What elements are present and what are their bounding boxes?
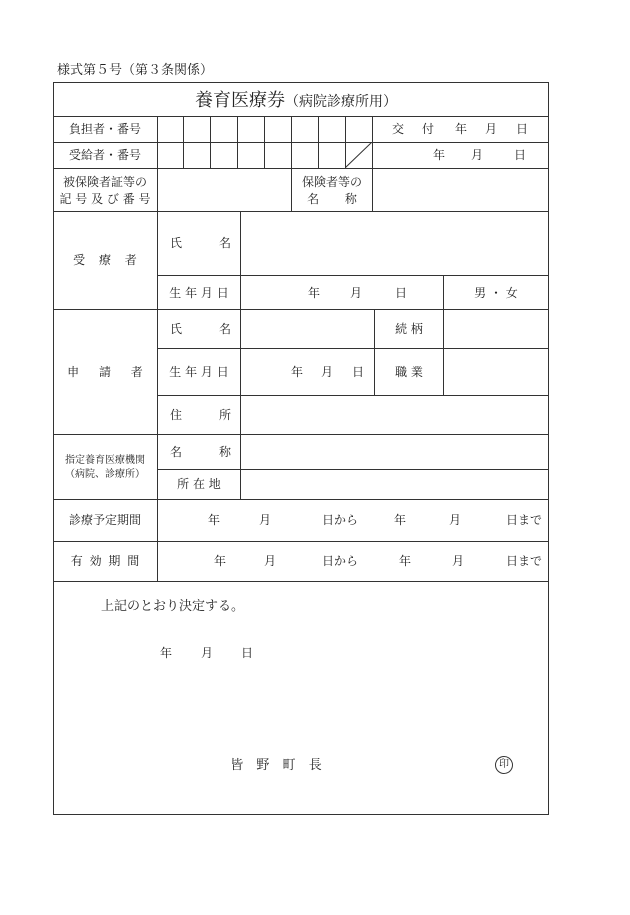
- valid-month-to: 月: [451, 554, 465, 568]
- insurance-label-line1: 被保険者証等の: [62, 175, 148, 189]
- patient-section-label: 受 療 者: [73, 253, 137, 267]
- applicant-relation-label: 続 柄: [395, 322, 423, 336]
- planned-day-from: 日から: [321, 513, 359, 527]
- title-main: 養育医療券: [195, 90, 285, 111]
- insurance-label-line2: 記 号 及 び 番 号: [59, 192, 151, 206]
- rule-patient-bottom: [53, 309, 549, 310]
- rule-institution-bottom: [53, 499, 549, 500]
- institution-name-label-b: 称: [219, 445, 232, 459]
- planned-month-to: 月: [448, 513, 462, 527]
- rule-recipient-bottom: [53, 168, 549, 169]
- applicant-job-label: 職 業: [395, 365, 423, 379]
- valid-year-to: 年: [398, 554, 412, 568]
- rule-institution-mid: [157, 469, 549, 470]
- applicant-dob-label: 生 年 月 日: [169, 365, 229, 379]
- valid-day-to: 日まで: [505, 554, 543, 568]
- title-sub: （病院診療所用）: [285, 94, 397, 110]
- patient-name-label-b: 名: [219, 236, 232, 250]
- issue-label-1: 交: [391, 122, 405, 136]
- planned-period-label: 診療予定期間: [68, 513, 142, 527]
- applicant-section-label: 申 請 者: [67, 365, 143, 379]
- recipient-label: 受給者・番号: [68, 148, 142, 162]
- issue-label-5: 日: [515, 122, 529, 136]
- patient-name-label-a: 氏: [170, 236, 183, 250]
- patient-dob-day: 日: [394, 286, 408, 300]
- institution-location-label: 所 在 地: [177, 477, 221, 491]
- decision-day: 日: [240, 646, 254, 660]
- issue-label-3: 年: [454, 122, 468, 136]
- form-title: [195, 92, 397, 110]
- rule-applicant-bottom: [53, 434, 549, 435]
- decision-month: 月: [200, 646, 214, 660]
- applicant-dob-year: 年: [290, 365, 304, 379]
- decision-text: 上記のとおり決定する。: [101, 599, 245, 614]
- insurer-label-line1: 保険者等の: [301, 175, 363, 189]
- rule-name-label-right: [240, 211, 241, 499]
- rule-sex-column: [443, 275, 444, 309]
- decision-year: 年: [159, 646, 173, 660]
- burden-label: 負担者・番号: [68, 122, 142, 136]
- rule-burden-bottom: [53, 142, 549, 143]
- rule-box-3: [237, 116, 238, 168]
- valid-period-label: 有 効 期 間: [70, 554, 140, 568]
- institution-name-label-a: 名: [170, 445, 183, 459]
- rule-insurance-bottom: [53, 211, 549, 212]
- issue-label-2: 付: [421, 122, 435, 136]
- recipient-date-year: 年: [432, 148, 446, 162]
- applicant-dob-day: 日: [351, 365, 365, 379]
- planned-day-to: 日まで: [505, 513, 543, 527]
- recipient-slash: [345, 142, 373, 169]
- applicant-address-label-a: 住: [170, 408, 183, 422]
- rule-patient-mid: [157, 275, 549, 276]
- rule-box-2: [210, 116, 211, 168]
- applicant-dob-month: 月: [320, 365, 334, 379]
- signatory: 皆 野 町 長: [230, 758, 322, 773]
- form-number: 様式第５号（第３条関係）: [57, 63, 214, 78]
- recipient-date-day: 日: [513, 148, 527, 162]
- rule-applicant-1: [157, 348, 549, 349]
- applicant-name-label-b: 名: [219, 322, 232, 336]
- recipient-date-month: 月: [470, 148, 484, 162]
- rule-relation-left: [374, 309, 375, 395]
- valid-year-from: 年: [213, 554, 227, 568]
- rule-label-column: [157, 116, 158, 581]
- planned-month-from: 月: [258, 513, 272, 527]
- applicant-name-label-a: 氏: [170, 322, 183, 336]
- valid-day-from: 日から: [321, 554, 359, 568]
- patient-dob-year: 年: [307, 286, 321, 300]
- rule-title-bottom: [53, 116, 549, 117]
- institution-section-line2: （病院、診療所）: [65, 469, 145, 480]
- rule-applicant-2: [157, 395, 549, 396]
- rule-box-5: [291, 116, 292, 211]
- insurer-label-line2: 名 称: [307, 192, 357, 206]
- seal-icon: 印: [495, 756, 513, 774]
- planned-year-to: 年: [393, 513, 407, 527]
- institution-section-line1: 指定養育医療機関: [65, 455, 145, 466]
- rule-box-6: [318, 116, 319, 168]
- patient-dob-label: 生 年 月 日: [169, 286, 229, 300]
- issue-label-4: 月: [484, 122, 498, 136]
- patient-dob-month: 月: [349, 286, 363, 300]
- patient-sex: 男 ・ 女: [474, 286, 518, 300]
- rule-planned-bottom: [53, 541, 549, 542]
- applicant-address-label-b: 所: [219, 408, 232, 422]
- rule-box-1: [183, 116, 184, 168]
- rule-valid-bottom: [53, 581, 549, 582]
- planned-year-from: 年: [207, 513, 221, 527]
- rule-relation-right: [443, 309, 444, 395]
- rule-box-4: [264, 116, 265, 168]
- valid-month-from: 月: [263, 554, 277, 568]
